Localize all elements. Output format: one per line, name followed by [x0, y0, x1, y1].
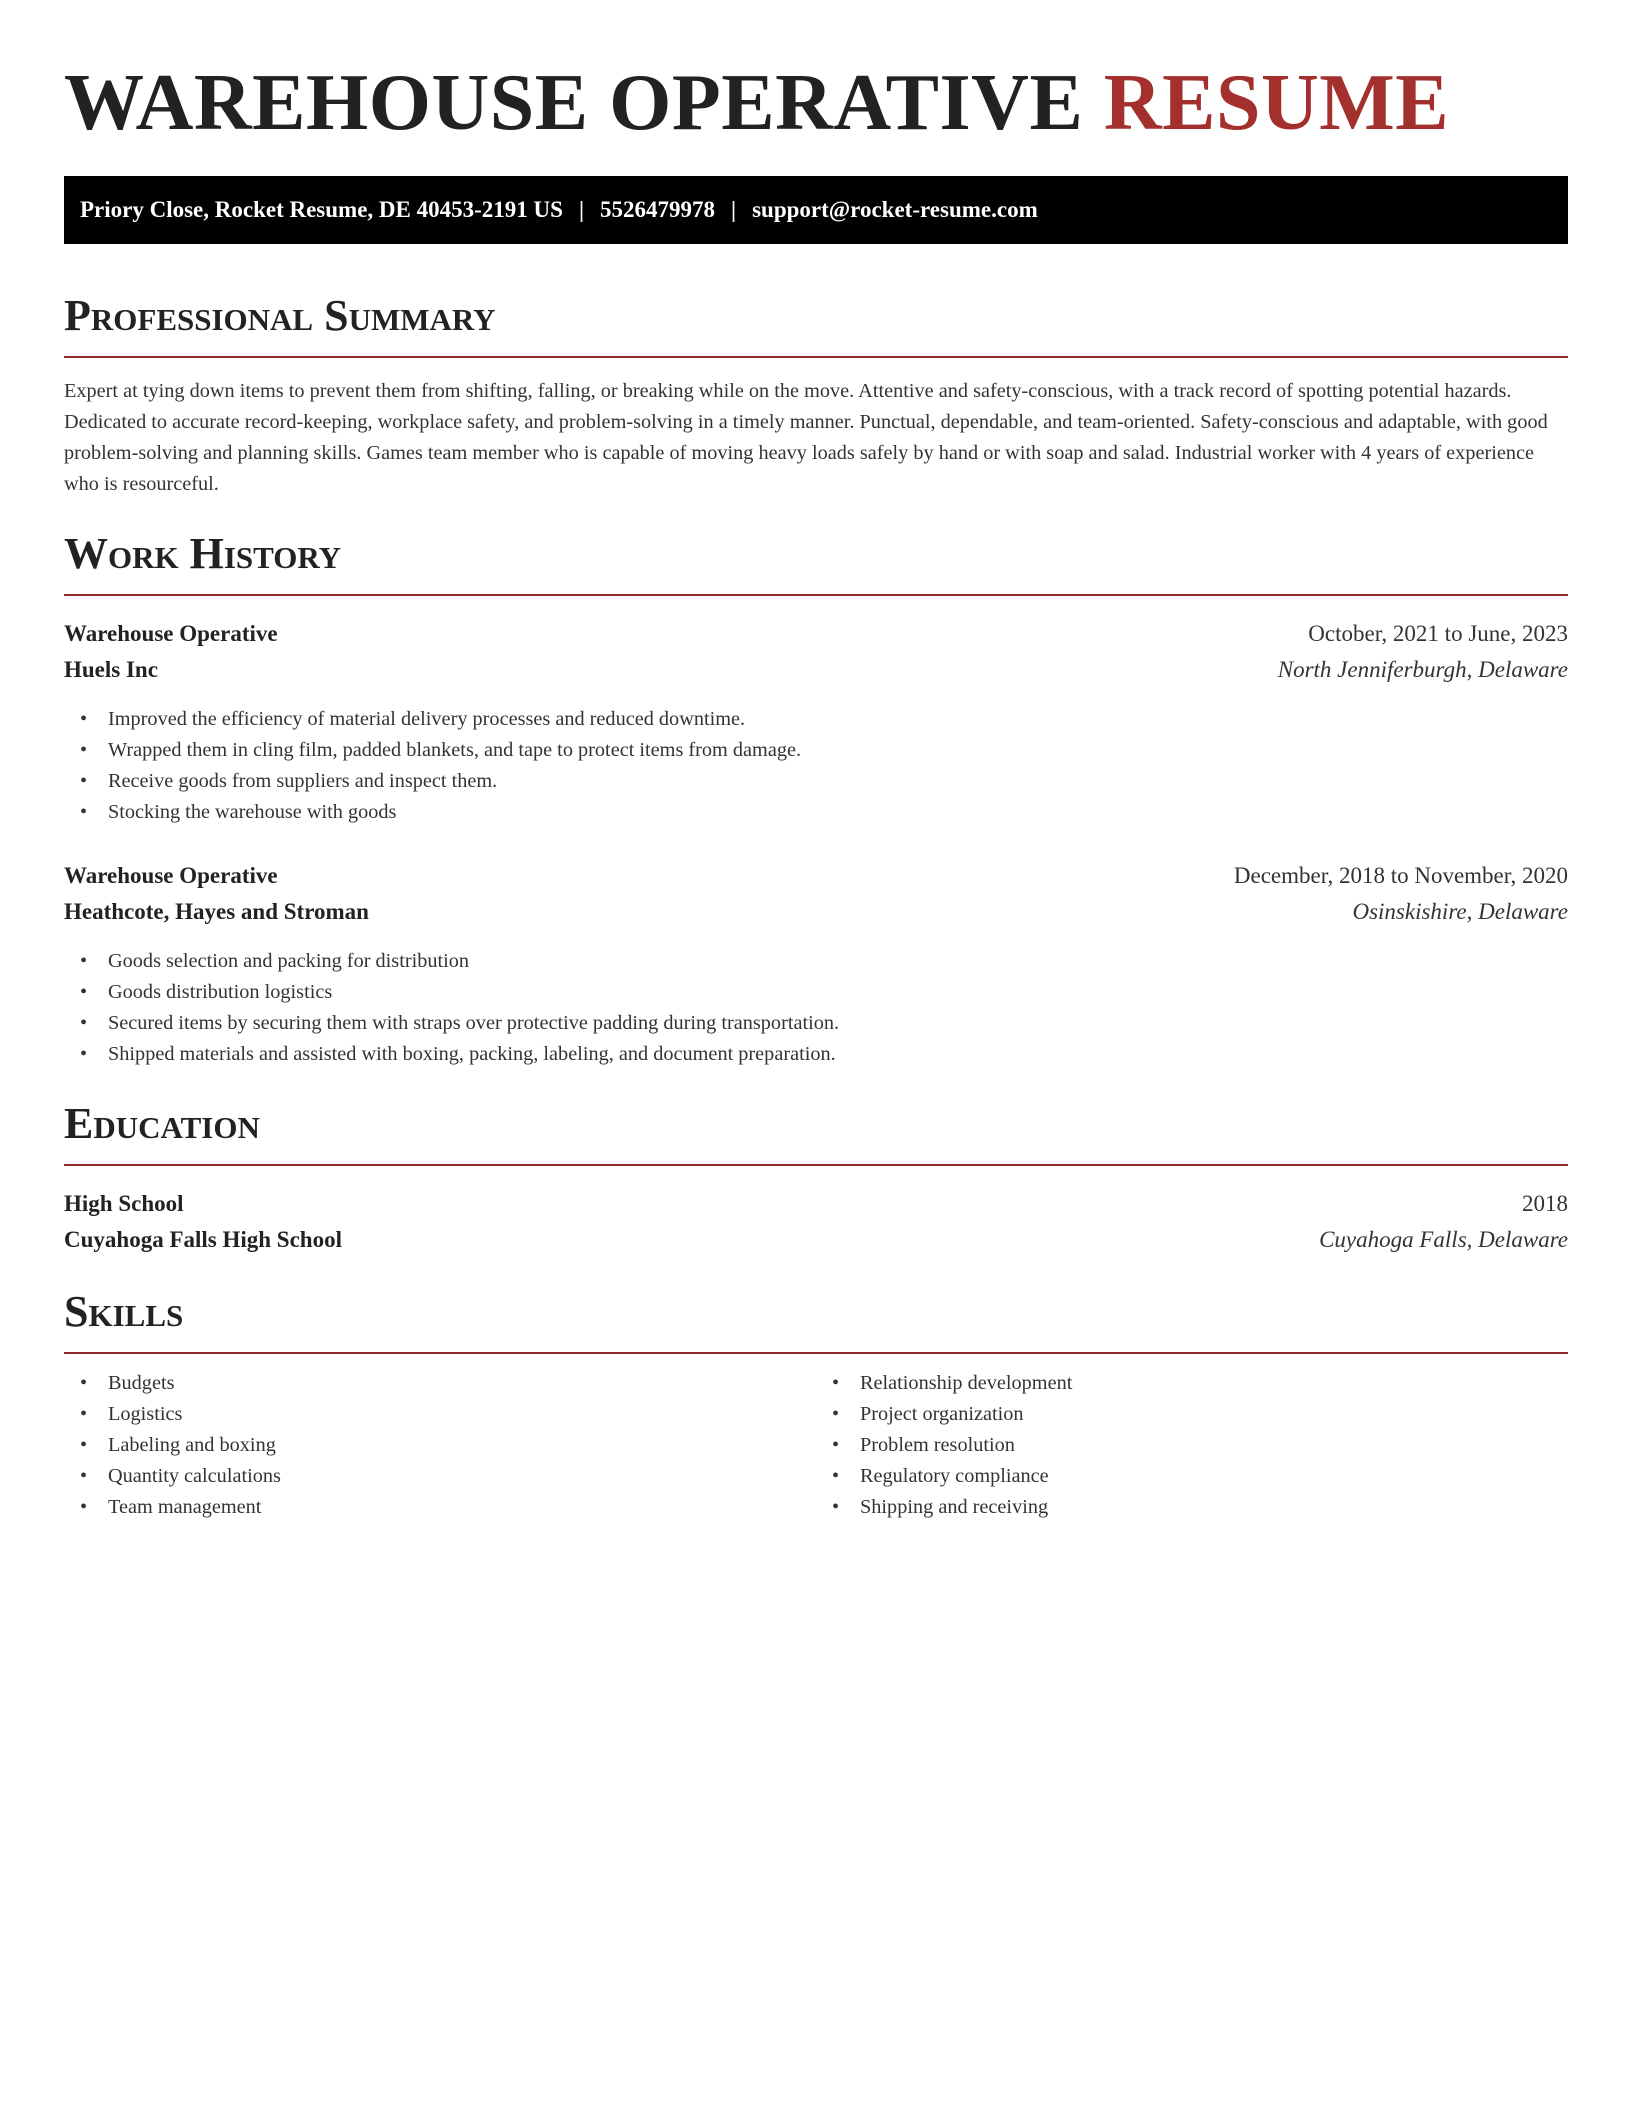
bullet-icon: • [80, 770, 88, 792]
resume-title [64, 48, 1568, 158]
list-item [64, 766, 1568, 797]
summary-text: Expert at tying down items to prevent them from shifting, falling, or breaking while on the move. Attentive and safety-conscious, with a track record of spotting potential hazards. Dedicated to accurate record-keeping, workplace safety, and problem-solving in a timely manner. Punctual, dependable, and team-oriented. Safety-conscious and adaptable, with good problem-solving and planning skills. Games team member who is capable of moving heavy loads safely by hand or with soap and salad. Industrial worker with 4 years of experience who is resourceful. [64, 380, 1548, 495]
job-title: Warehouse Operative [64, 621, 278, 646]
bullet-icon: • [80, 1403, 88, 1425]
list-item-text: Goods distribution logistics [108, 981, 333, 1003]
education-school: Cuyahoga Falls High School [64, 1227, 342, 1252]
bullet-icon: • [832, 1496, 840, 1518]
list-item [64, 946, 1568, 977]
list-item-text: Stocking the warehouse with goods [108, 801, 397, 823]
summary-heading: Professional Summary [64, 291, 496, 340]
job-location: North Jenniferburgh, Delaware [1277, 657, 1568, 682]
contact-email[interactable]: support@rocket-resume.com [752, 197, 1038, 222]
list-item [64, 735, 1568, 766]
summary-section [64, 288, 1568, 500]
section-divider [64, 356, 1568, 358]
skill-text: Regulatory compliance [860, 1465, 1049, 1487]
contact-address: Priory Close, Rocket Resume, DE 40453-2191 US [80, 197, 563, 222]
job-entry [64, 616, 1568, 828]
job-duties-list [64, 704, 1568, 828]
skill-text: Quantity calculations [108, 1465, 281, 1487]
skill-item [64, 1430, 816, 1461]
skills-heading: Skills [64, 1287, 184, 1336]
skills-grid [64, 1368, 1568, 1523]
job-title-row [64, 616, 1568, 652]
job-company: Huels Inc [64, 657, 158, 682]
education-year: 2018 [1522, 1191, 1568, 1216]
skill-item [816, 1368, 1568, 1399]
skills-column-left [64, 1368, 816, 1523]
job-title-row [64, 858, 1568, 894]
bullet-icon: • [832, 1403, 840, 1425]
skills-list [64, 1368, 816, 1523]
education-entry [64, 1186, 1568, 1258]
education-degree: High School [64, 1191, 184, 1216]
skills-list [816, 1368, 1568, 1523]
list-item-text: Goods selection and packing for distribution [108, 950, 470, 972]
job-company-row [64, 652, 1568, 688]
contact-separator: | [731, 197, 737, 222]
list-item [64, 977, 1568, 1008]
bullet-icon: • [832, 1465, 840, 1487]
skill-text: Shipping and receiving [860, 1496, 1049, 1518]
skill-text: Relationship development [860, 1372, 1073, 1394]
skills-section [64, 1284, 1568, 1523]
list-item [64, 1008, 1568, 1039]
education-degree-row [64, 1186, 1568, 1222]
section-divider [64, 1352, 1568, 1354]
job-company-row [64, 894, 1568, 930]
skill-item [816, 1430, 1568, 1461]
work-history-heading: Work History [64, 529, 342, 578]
skill-item [64, 1492, 816, 1523]
bullet-icon: • [80, 1372, 88, 1394]
skill-text: Project organization [860, 1403, 1024, 1425]
skill-text: Team management [108, 1496, 262, 1518]
skill-item [64, 1461, 816, 1492]
job-dates: December, 2018 to November, 2020 [1233, 863, 1568, 888]
resume-title-main: WAREHOUSE OPERATIVE [64, 59, 1084, 147]
education-location: Cuyahoga Falls, Delaware [1319, 1227, 1568, 1252]
bullet-icon: • [832, 1434, 840, 1456]
bullet-icon: • [80, 739, 88, 761]
bullet-icon: • [80, 1043, 88, 1065]
skill-text: Logistics [108, 1403, 183, 1425]
bullet-icon: • [80, 1465, 88, 1487]
skill-item [64, 1399, 816, 1430]
list-item-text: Shipped materials and assisted with boxing, packing, labeling, and document preparation. [108, 1043, 836, 1065]
list-item-text: Improved the efficiency of material delivery processes and reduced downtime. [108, 708, 746, 730]
skill-item [64, 1368, 816, 1399]
bullet-icon: • [80, 950, 88, 972]
skill-text: Problem resolution [860, 1434, 1015, 1456]
list-item [64, 704, 1568, 735]
bullet-icon: • [80, 1012, 88, 1034]
list-item [64, 797, 1568, 828]
section-divider [64, 594, 1568, 596]
skill-item [816, 1492, 1568, 1523]
work-history-section [64, 526, 1568, 1070]
job-duties-list [64, 946, 1568, 1070]
skills-column-right [816, 1368, 1568, 1523]
job-location: Osinskishire, Delaware [1352, 899, 1568, 924]
education-school-row [64, 1222, 1568, 1258]
bullet-icon: • [832, 1372, 840, 1394]
contact-separator: | [578, 197, 585, 222]
list-item [64, 1039, 1568, 1070]
resume-title-accent: RESUME [1103, 59, 1450, 147]
list-item-text: Secured items by securing them with straps over protective padding during transportation. [108, 1012, 840, 1034]
list-item-text: Wrapped them in cling film, padded blankets, and tape to protect items from damage. [108, 739, 802, 761]
job-title: Warehouse Operative [64, 863, 278, 888]
skill-text: Labeling and boxing [108, 1434, 276, 1456]
bullet-icon: • [80, 981, 88, 1003]
bullet-icon: • [80, 1434, 88, 1456]
job-dates: October, 2021 to June, 2023 [1308, 621, 1568, 646]
bullet-icon: • [80, 708, 88, 730]
contact-bar [64, 176, 1568, 244]
bullet-icon: • [80, 1496, 88, 1518]
job-company: Heathcote, Hayes and Stroman [64, 899, 369, 924]
skill-item [816, 1399, 1568, 1430]
job-entry [64, 858, 1568, 1070]
bullet-icon: • [80, 801, 88, 823]
list-item-text: Receive goods from suppliers and inspect them. [108, 770, 498, 792]
education-section [64, 1096, 1568, 1258]
contact-phone: 5526479978 [600, 197, 716, 222]
section-divider [64, 1164, 1568, 1166]
skill-item [816, 1461, 1568, 1492]
education-heading: Education [64, 1099, 260, 1148]
skill-text: Budgets [108, 1372, 175, 1394]
